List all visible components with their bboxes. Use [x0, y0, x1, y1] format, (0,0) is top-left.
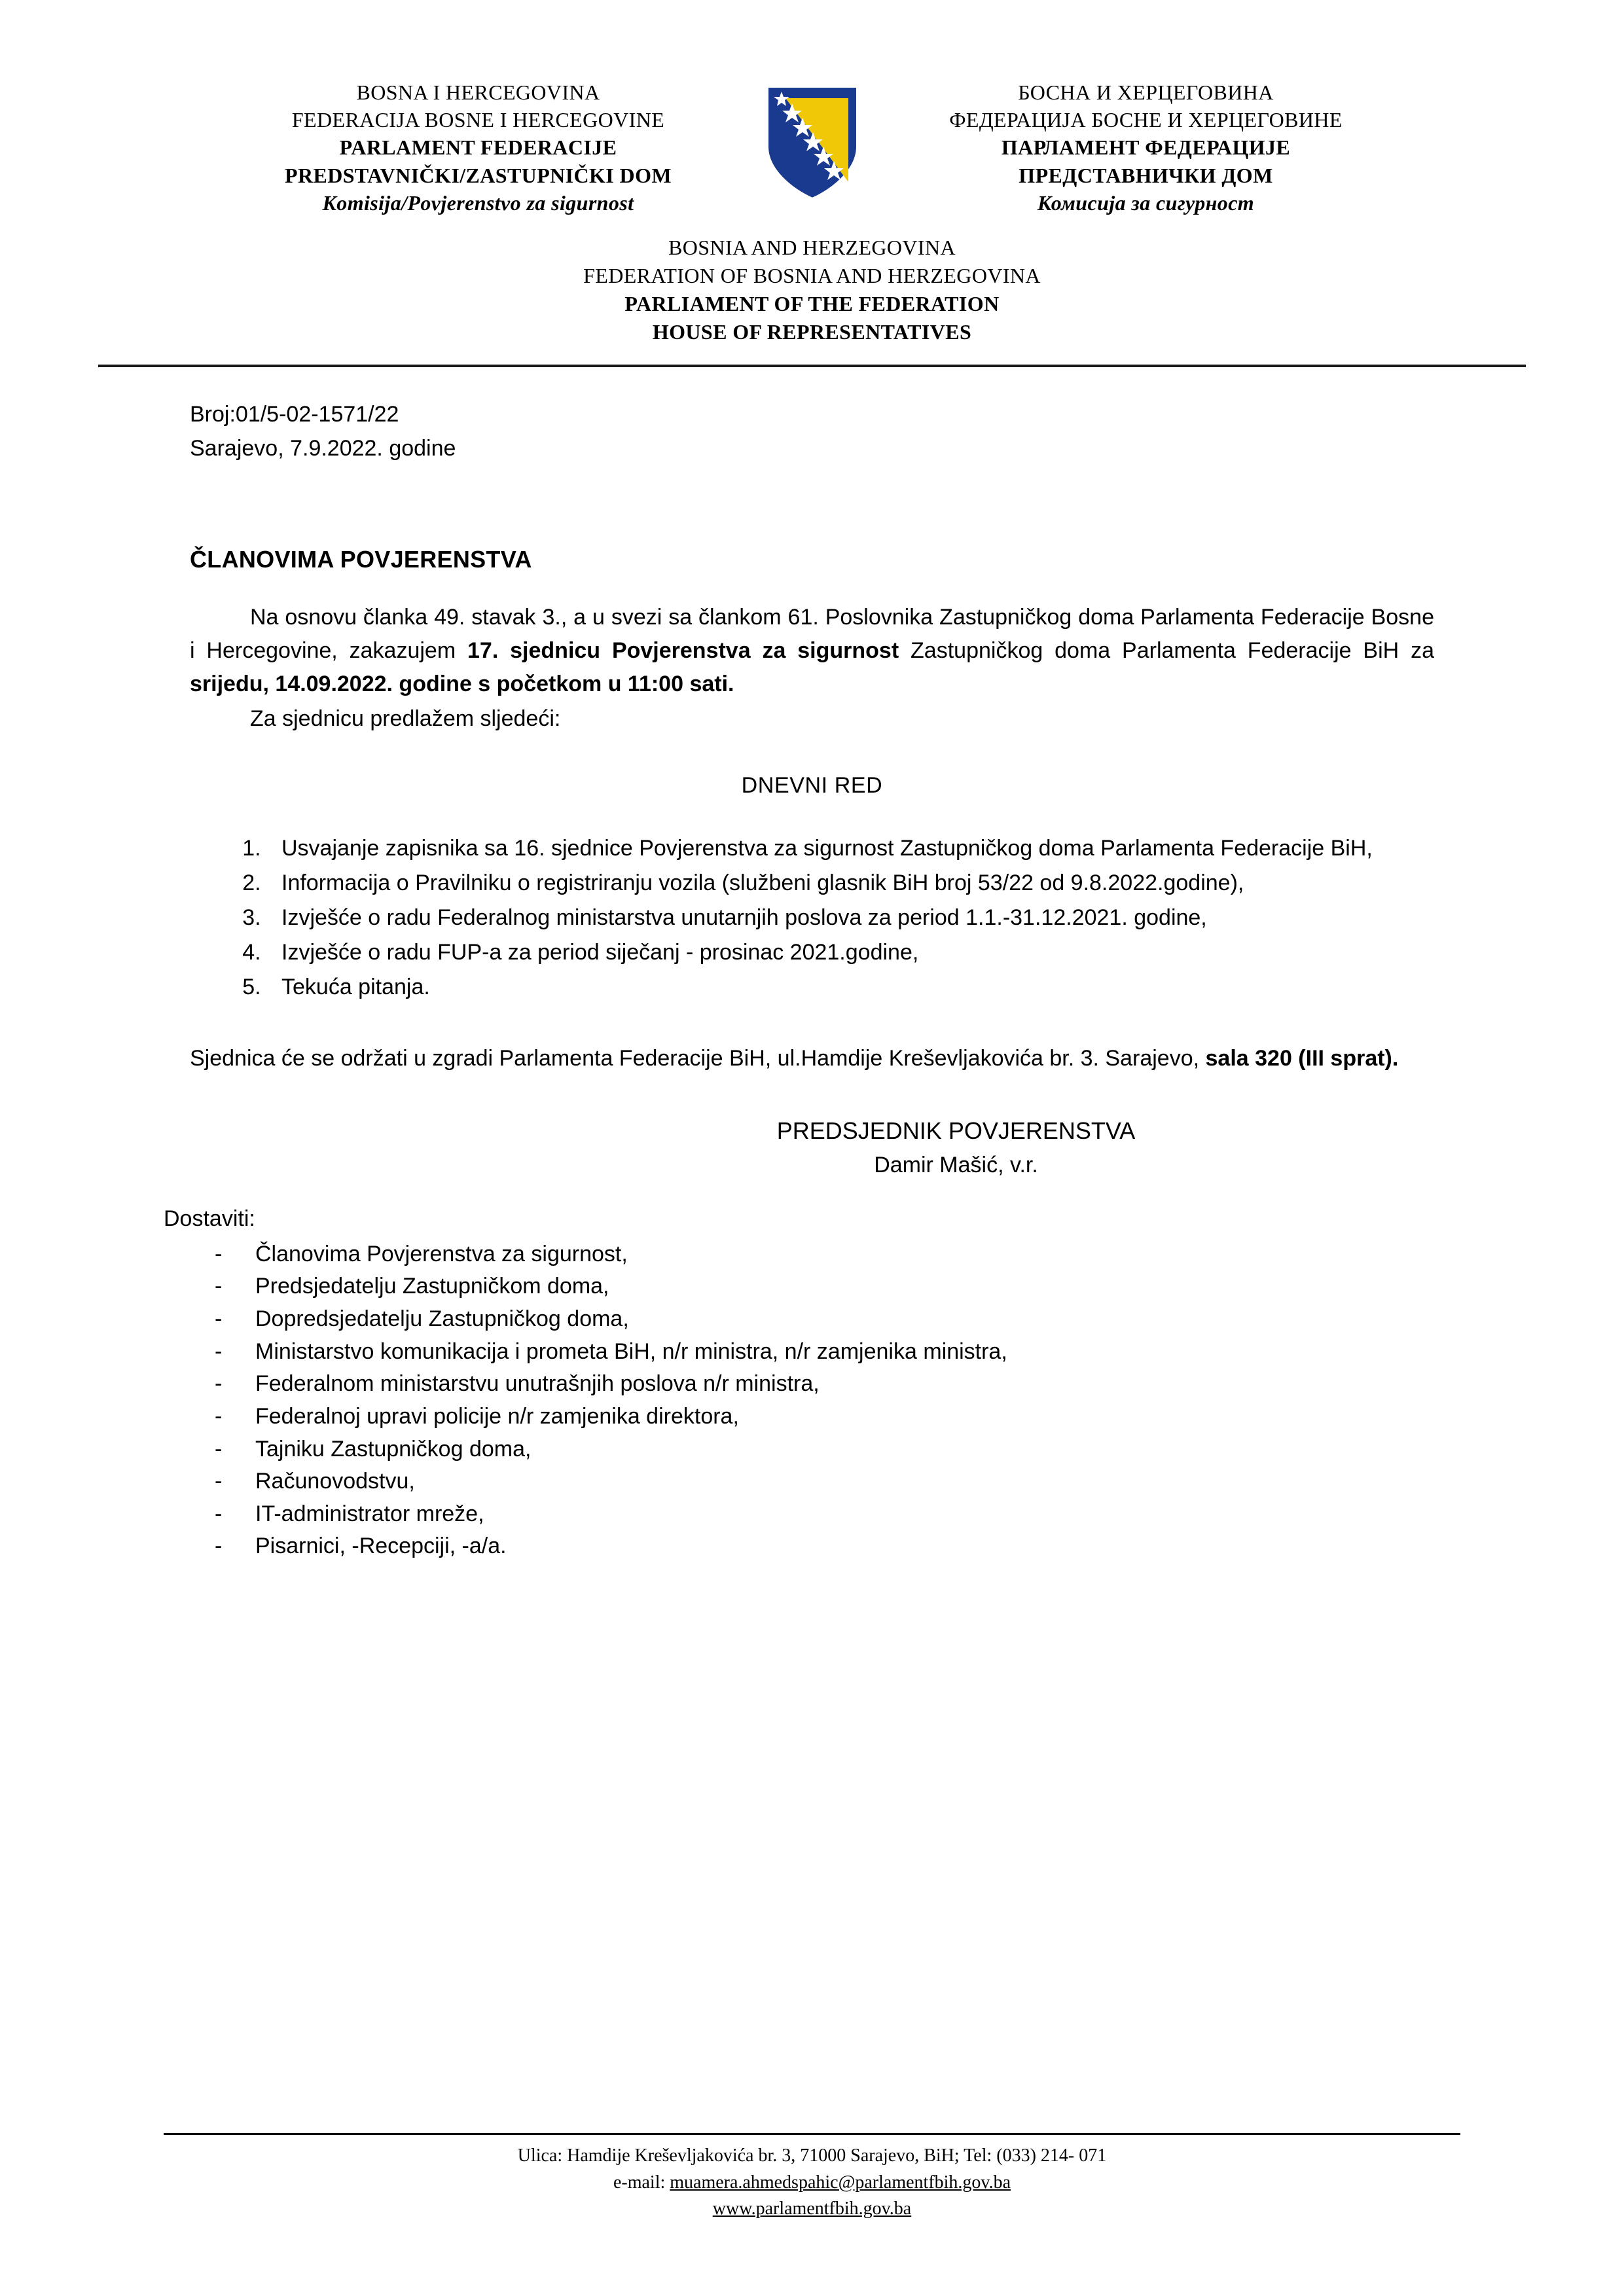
document-body	[164, 399, 1434, 1563]
list-dash: -	[215, 1403, 223, 1429]
footer-website-line	[0, 2196, 1624, 2223]
header-center-line1: BOSNIA AND HERZEGOVINA	[668, 236, 956, 260]
list-dash: -	[215, 1436, 223, 1462]
distribution-block	[164, 1203, 1434, 1564]
list-dash: -	[215, 1274, 223, 1299]
footer-contact	[0, 2143, 1624, 2223]
list-dash: -	[215, 1306, 223, 1332]
distribution-label: Dostaviti:	[164, 1206, 255, 1231]
distribution-list	[164, 1238, 1434, 1563]
signature-title: PREDSJEDNIK POVJERENSTVA	[776, 1117, 1136, 1144]
footer-website-link[interactable]: www.parlamentfbih.gov.ba	[712, 2198, 912, 2219]
agenda-item: 2. Informacija o Pravilniku o registriranju vozila (službeni glasnik BiH broj 53/22 od 9.8.2022.godine),	[267, 867, 1434, 900]
distribution-item	[215, 1530, 1434, 1563]
location-room: sala 320 (III sprat).	[1205, 1045, 1399, 1071]
agenda-title: DNEVNI RED	[741, 773, 883, 798]
distribution-item	[215, 1498, 1434, 1531]
distribution-item	[215, 1270, 1434, 1303]
signature-block	[190, 1113, 1434, 1182]
distribution-item-text: Računovodstvu,	[255, 1469, 415, 1494]
agenda-item: 5. Tekuća pitanja.	[267, 971, 1434, 1004]
footer-email-label: e-mail:	[613, 2172, 670, 2193]
distribution-item-text: Dopredsjedatelju Zastupničkog doma,	[255, 1306, 629, 1332]
distribution-item	[215, 1433, 1434, 1466]
distribution-item-text: Predsjedatelju Zastupničkom doma,	[255, 1274, 609, 1299]
header-block-serbian	[884, 79, 1408, 217]
distribution-item	[215, 1238, 1434, 1271]
document-number: Broj:01/5-02-1571/22	[190, 401, 399, 427]
distribution-item	[215, 1401, 1434, 1433]
header-right-line1: БОСНА И ХЕРЦЕГОВИНА	[1018, 81, 1274, 104]
header-right-line4: ПРЕДСТАВНИЧКИ ДОМ	[1019, 163, 1273, 187]
distribution-item	[215, 1303, 1434, 1336]
header-block-english	[0, 234, 1624, 346]
distribution-item-text: Tajniku Zastupničkog doma,	[255, 1436, 532, 1462]
intro-second-line	[190, 702, 1434, 736]
distribution-item	[215, 1368, 1434, 1401]
header-right-line5: Комисија за сигурност	[1037, 190, 1255, 215]
agenda-list	[190, 832, 1434, 1004]
intro-bold-datetime: srijedu, 14.09.2022. godine s početkom u 11:00 sati.	[190, 672, 734, 697]
agenda-item: 4. Izvješće o radu FUP-a za period siječanj - prosinac 2021.godine,	[267, 936, 1434, 969]
list-dash: -	[215, 1534, 223, 1559]
list-dash: -	[215, 1469, 223, 1494]
intro-part2: Zastupničkog doma Parlamenta Federacije BiH za	[899, 638, 1434, 664]
header-left-line5: Komisija/Povjerenstvo za sigurnost	[322, 190, 634, 215]
header-right-line2: ФЕДЕРАЦИЈА БОСНЕ И ХЕРЦЕГОВИНЕ	[949, 108, 1343, 132]
header-center-line4: HOUSE OF REPRESENTATIVES	[652, 319, 972, 344]
distribution-item	[215, 1336, 1434, 1369]
coat-of-arms-icon	[740, 79, 884, 202]
document-footer	[0, 2133, 1624, 2223]
header-center-line2: FEDERATION OF BOSNIA AND HERZEGOVINA	[583, 264, 1041, 288]
footer-email-link[interactable]: muamera.ahmedspahic@parlamentfbih.gov.ba	[670, 2172, 1011, 2193]
footer-address-line: Ulica: Hamdije Kreševljakovića br. 3, 71000 Sarajevo, BiH; Tel: (033) 214- 071	[517, 2145, 1107, 2166]
location-text: Sjednica će se održati u zgradi Parlamenta Federacije BiH, ul.Hamdije Kreševljakovića br. 3. Sarajevo,	[190, 1045, 1206, 1071]
agenda-item: 3. Izvješće o radu Federalnog ministarstva unutarnjih poslova za period 1.1.-31.12.2021. godine,	[267, 901, 1434, 935]
distribution-item-text: Federalnoj upravi policije n/r zamjenika direktora,	[255, 1403, 739, 1429]
footer-divider	[164, 2133, 1460, 2135]
header-left-line2: FEDERACIJA BOSNE I HERCEGOVINE	[291, 108, 665, 132]
header-left-line4: PREDSTAVNIČKI/ZASTUPNIČKI DOM	[285, 163, 672, 187]
signature-name: Damir Mašić, v.r.	[874, 1152, 1038, 1177]
header-left-line1: BOSNA I HERCEGOVINA	[356, 81, 600, 104]
list-dash: -	[215, 1371, 223, 1397]
document-meta	[190, 399, 1434, 465]
distribution-item-text: Federalnom ministarstvu unutrašnjih poslova n/r ministra,	[255, 1371, 820, 1397]
footer-email-line	[0, 2170, 1624, 2197]
agenda-item: 1. Usvajanje zapisnika sa 16. sjednice Povjerenstva za sigurnost Zastupničkog doma Parlamenta Federacije BiH,	[267, 832, 1434, 865]
document-header	[0, 0, 1624, 217]
intro-part3: Za sjednicu predlažem sljedeći:	[250, 706, 561, 732]
intro-bold-session: 17. sjednicu Povjerenstva za sigurnost	[467, 638, 899, 664]
intro-paragraph	[190, 601, 1434, 701]
header-center-line3: PARLIAMENT OF THE FEDERATION	[624, 291, 1000, 315]
distribution-item-text: Pisarnici, -Recepciji, -a/a.	[255, 1534, 507, 1559]
distribution-item-text: Ministarstvo komunikacija i prometa BiH, n/r ministra, n/r zamjenika ministra,	[255, 1338, 1007, 1364]
distribution-item-text: IT-administrator mreže,	[255, 1501, 484, 1526]
distribution-item	[215, 1465, 1434, 1498]
location-paragraph	[190, 1042, 1434, 1075]
list-dash: -	[215, 1338, 223, 1364]
header-right-line3: ПАРЛАМЕНТ ФЕДЕРАЦИЈЕ	[1001, 135, 1291, 160]
distribution-item-text: Članovima Povjerenstva za sigurnost,	[255, 1241, 628, 1266]
list-dash: -	[215, 1241, 223, 1266]
intro-part1: Na osnovu članka 49. stavak 3., a u svezi sa člankom 61. Poslovnika Zastupničkog doma Parlamenta Federacije Bosne i Hercegovine, zakazujem	[190, 605, 1434, 664]
header-left-line3: PARLAMENT FEDERACIJE	[339, 135, 617, 160]
document-place-date: Sarajevo, 7.9.2022. godine	[190, 435, 456, 461]
addressee-line: ČLANOVIMA POVJERENSTVA	[190, 546, 532, 573]
header-divider	[98, 365, 1526, 367]
header-block-bosnian	[217, 79, 740, 217]
list-dash: -	[215, 1501, 223, 1526]
